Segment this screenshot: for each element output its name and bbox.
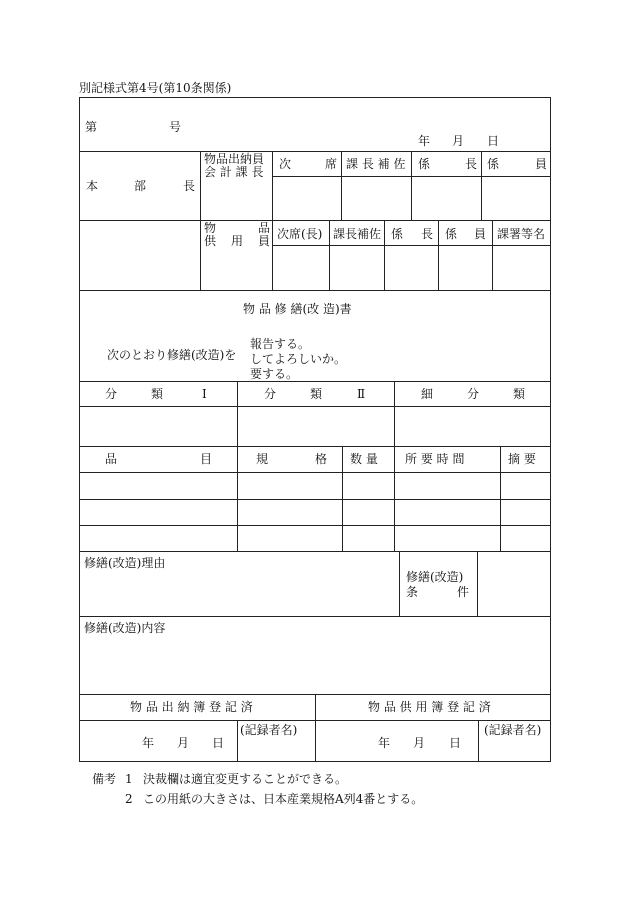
rule <box>384 220 385 290</box>
reason-label: 修繕(改造)理由 <box>84 556 166 570</box>
form-title: 別記様式第4号(第10条関係) <box>79 81 232 95</box>
rule <box>79 499 551 500</box>
honbu-label-char: 部 <box>134 179 147 193</box>
role-kyoyoin-char: 員 <box>258 234 271 248</box>
items-header-hinmoku: 品 <box>105 452 118 466</box>
recorder-label-left: (記録者名) <box>240 723 298 737</box>
col-kakaricho-char: 係 <box>418 157 431 171</box>
role-kyoyoin-char: 物 <box>204 221 217 235</box>
request-option: 要する。 <box>250 367 299 381</box>
condition-label-char: 条 <box>406 585 419 599</box>
rule <box>394 381 395 446</box>
ledger-right-day: 日 <box>449 736 462 750</box>
number-label-right: 号 <box>169 120 182 134</box>
honbu-label-char: 本 <box>86 179 99 193</box>
request-lead: 次のとおり修繕(改造)を <box>107 348 237 362</box>
col-jiseki-char: 次 <box>279 157 292 171</box>
class-header-char: 分 <box>467 387 480 401</box>
ledger-right-month: 月 <box>413 736 426 750</box>
class-header-char: 類 <box>310 387 323 401</box>
content-label: 修繕(改造)内容 <box>84 621 166 635</box>
rule <box>237 381 238 446</box>
date-month-label: 月 <box>452 134 465 148</box>
rule <box>500 446 501 551</box>
role-kyoyoin-char: 用 <box>231 234 244 248</box>
rule <box>272 151 273 290</box>
col-jiseki-cho: 次席(長) <box>277 227 323 241</box>
rule <box>79 472 551 473</box>
items-header-kikaku: 格 <box>315 452 328 466</box>
items-header-shoyo-jikan: 所 要 時 間 <box>405 452 465 466</box>
col-jiseki-char: 席 <box>325 157 338 171</box>
class-header-char: 分 <box>264 387 277 401</box>
col-kakariin-char: 係 <box>487 157 500 171</box>
rule <box>477 551 478 616</box>
rule <box>399 551 400 616</box>
rule <box>237 720 238 762</box>
role-kyoyoin-char: 供 <box>204 234 217 248</box>
items-header-suryo: 数 量 <box>350 452 378 466</box>
rule <box>79 616 551 617</box>
rule <box>411 151 412 220</box>
rule <box>329 220 330 290</box>
rule <box>394 446 395 551</box>
ledger-left-year: 年 <box>142 736 155 750</box>
ledger-left-month: 月 <box>177 736 190 750</box>
col-kakaricho-2-char: 長 <box>421 227 434 241</box>
rule <box>341 151 342 220</box>
class-header-char: 類 <box>513 387 526 401</box>
col-kacho-hosa: 課 長 補 佐 <box>346 157 406 171</box>
number-label-left: 第 <box>85 120 98 134</box>
condition-label-line1: 修繕(改造) <box>406 570 464 584</box>
note-text: 決裁欄は適宜変更することができる。 <box>143 772 348 786</box>
condition-label-char: 件 <box>457 585 470 599</box>
class-header-char: Ⅱ <box>357 387 366 401</box>
rule <box>478 720 479 762</box>
rule <box>200 151 201 290</box>
col-kakariin-2-char: 員 <box>474 227 487 241</box>
rule <box>79 381 551 382</box>
col-kakariin-2-char: 係 <box>445 227 458 241</box>
rule <box>272 245 551 246</box>
col-kacho-hosa-2: 課長補佐 <box>333 227 382 241</box>
items-header-hinmoku: 目 <box>200 452 213 466</box>
notes-prefix: 備考 <box>92 772 117 786</box>
rule <box>79 220 551 221</box>
col-kakariin-char: 員 <box>535 157 548 171</box>
col-kakaricho-2-char: 係 <box>391 227 404 241</box>
date-day-label: 日 <box>487 134 500 148</box>
items-header-tekiyo: 摘 要 <box>508 452 536 466</box>
date-year-label: 年 <box>418 134 431 148</box>
recorder-label-right: (記録者名) <box>484 723 542 737</box>
rule <box>79 525 551 526</box>
honbu-label-char: 長 <box>183 179 196 193</box>
request-option: 報告する。 <box>250 337 311 351</box>
rule <box>237 446 238 551</box>
rule <box>79 406 551 407</box>
role-kyoyoin-char: 品 <box>258 221 271 235</box>
role-suitoin-line2: 会 計 課 長 <box>204 165 264 179</box>
request-title: 物 品 修 繕(改 造)書 <box>243 302 352 316</box>
class-header-char: 細 <box>421 387 434 401</box>
rule <box>79 446 551 447</box>
class-header-char: 分 <box>105 387 118 401</box>
note-number: 1 <box>125 772 133 786</box>
rule <box>481 151 482 220</box>
ledger-left-day: 日 <box>212 736 225 750</box>
col-kasho: 課署等名 <box>497 227 546 241</box>
ledger-left-title: 物 品 出 納 簿 登 記 済 <box>130 700 253 714</box>
rule <box>492 220 493 290</box>
request-option: してよろしいか。 <box>250 352 347 366</box>
rule <box>79 290 551 291</box>
rule <box>342 446 343 551</box>
class-header-char: I <box>202 387 207 401</box>
class-header-char: 類 <box>151 387 164 401</box>
role-suitoin-line1: 物品出納員 <box>204 152 265 166</box>
rule <box>315 694 316 762</box>
ledger-right-year: 年 <box>378 736 391 750</box>
items-header-kikaku: 規 <box>256 452 269 466</box>
col-kakaricho-char: 長 <box>465 157 478 171</box>
rule <box>438 220 439 290</box>
note-number: 2 <box>125 792 133 806</box>
note-text: この用紙の大きさは、日本産業規格A列4番とする。 <box>143 792 424 806</box>
rule <box>79 551 551 552</box>
ledger-right-title: 物 品 供 用 簿 登 記 済 <box>368 700 491 714</box>
